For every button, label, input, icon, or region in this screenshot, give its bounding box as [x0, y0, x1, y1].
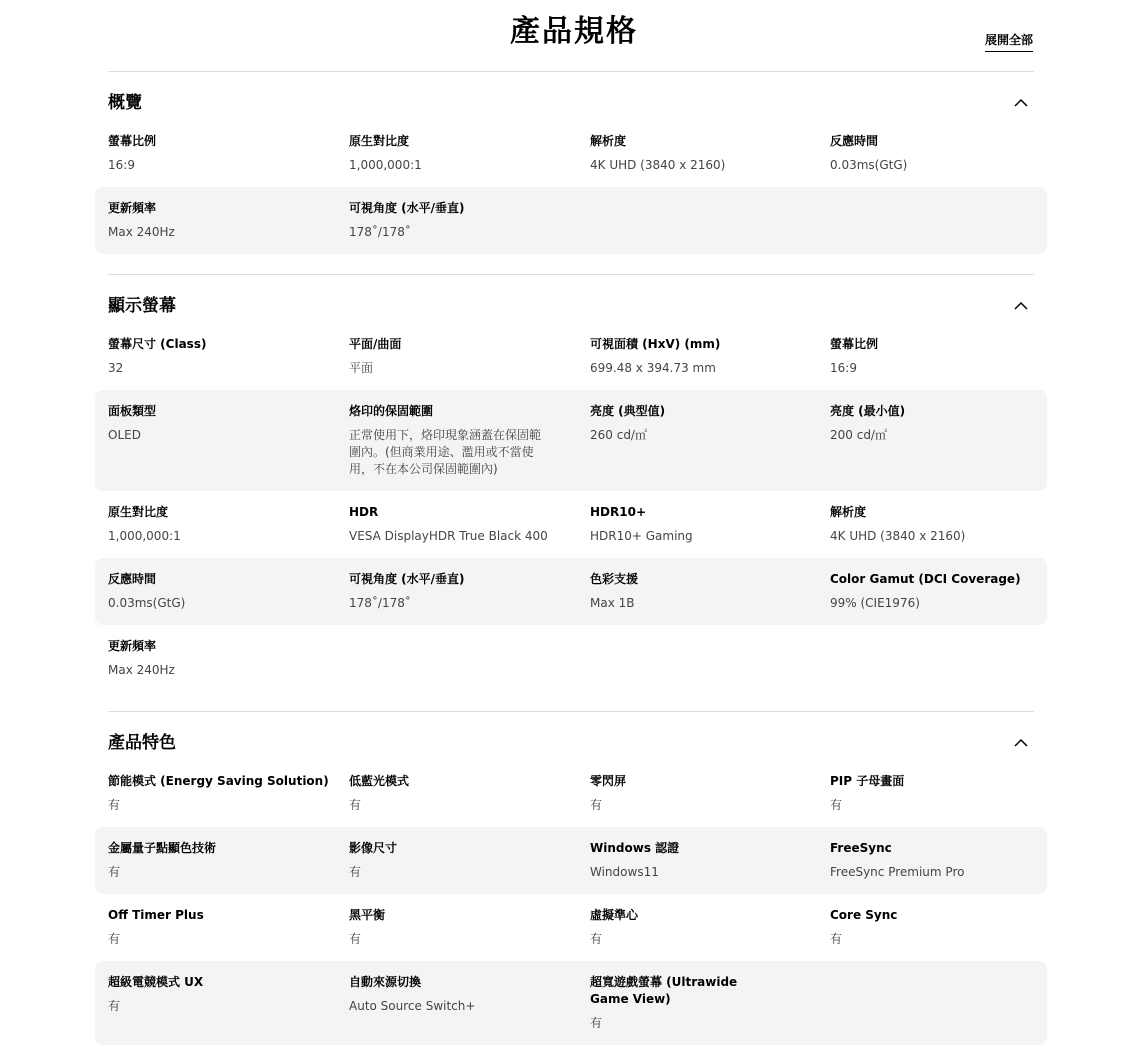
spec-value: 1,000,000:1: [108, 529, 181, 543]
spec-value: Max 240Hz: [108, 225, 175, 239]
spec-value: 16:9: [108, 158, 135, 172]
spec-value: 0.03ms(GtG): [830, 158, 908, 172]
spec-value: 有: [349, 798, 362, 812]
spec-value: VESA DisplayHDR True Black 400: [349, 529, 548, 543]
spec-label: HDR10+: [590, 505, 646, 519]
spec-value: 平面: [349, 361, 374, 375]
spec-value: 99% (CIE1976): [830, 596, 920, 610]
spec-label: 原生對比度: [349, 134, 410, 148]
spec-item: [108, 403, 323, 444]
spec-label: 金屬量子點顯色技術: [108, 841, 217, 855]
spec-row: [95, 390, 1047, 491]
spec-label: 解析度: [830, 505, 867, 519]
spec-label: 節能模式 (Energy Saving Solution): [108, 774, 329, 788]
spec-item: [349, 200, 564, 241]
spec-label: 色彩支援: [590, 572, 639, 586]
spec-item: [349, 403, 549, 478]
spec-label: 超級電競模式 UX: [108, 975, 204, 989]
spec-item: [590, 840, 805, 881]
spec-label: FreeSync: [830, 841, 892, 855]
spec-value: 有: [830, 932, 843, 946]
spec-item: [830, 133, 1045, 174]
spec-row: [95, 323, 1047, 390]
spec-item: [349, 907, 564, 948]
spec-label: Core Sync: [830, 908, 898, 922]
spec-value: 178˚/178˚: [349, 596, 411, 610]
expand-all-link[interactable]: 展開全部: [985, 31, 1033, 52]
spec-item: [108, 571, 323, 612]
spec-value: 32: [108, 361, 124, 375]
spec-value: 4K UHD (3840 x 2160): [830, 529, 966, 543]
spec-label: 自動來源切換: [349, 975, 422, 989]
spec-item: [590, 571, 805, 612]
spec-value: 699.48 x 394.73 mm: [590, 361, 716, 375]
spec-label: PIP 子母畫面: [830, 774, 905, 788]
spec-label: 亮度 (最小值): [830, 404, 906, 418]
spec-label: 烙印的保固範圍: [349, 404, 434, 418]
spec-item: [108, 638, 323, 679]
chevron-up-icon[interactable]: [1013, 95, 1029, 111]
section-features: [95, 711, 1047, 1051]
spec-value: FreeSync Premium Pro: [830, 865, 965, 879]
spec-value: 有: [108, 932, 121, 946]
spec-value: 260 cd/㎡: [590, 428, 647, 442]
spec-label: 超寬遊戲螢幕 (Ultrawide Game View): [590, 975, 738, 1006]
spec-label: HDR: [349, 505, 379, 519]
section-header[interactable]: [108, 91, 1034, 115]
section-divider: [108, 711, 1034, 712]
section-header[interactable]: [108, 731, 1034, 755]
chevron-up-icon[interactable]: [1013, 735, 1029, 751]
spec-label: 螢幕尺寸 (Class): [108, 337, 207, 351]
spec-item: [349, 336, 564, 377]
section-divider: [108, 71, 1034, 72]
spec-row: [95, 558, 1047, 625]
spec-label: Windows 認證: [590, 841, 680, 855]
spec-item: [108, 907, 323, 948]
spec-item: [830, 403, 1045, 444]
spec-label: 可視角度 (水平/垂直): [349, 201, 465, 215]
page-title: 產品規格: [510, 14, 638, 49]
spec-label: Off Timer Plus: [108, 908, 204, 922]
spec-item: [590, 974, 775, 1032]
spec-label: 反應時間: [830, 134, 879, 148]
spec-value: 0.03ms(GtG): [108, 596, 186, 610]
spec-item: [108, 840, 323, 881]
spec-label: 反應時間: [108, 572, 157, 586]
spec-value: 有: [108, 865, 121, 879]
spec-value: OLED: [108, 428, 141, 442]
spec-value: 有: [349, 932, 362, 946]
spec-label: 黑平衡: [349, 908, 386, 922]
spec-value: 有: [590, 1016, 603, 1030]
chevron-up-icon[interactable]: [1013, 298, 1029, 314]
section-display: [95, 274, 1047, 694]
spec-label: 平面/曲面: [349, 337, 402, 351]
spec-label: 原生對比度: [108, 505, 169, 519]
spec-item: [590, 133, 805, 174]
section-title: 產品特色: [108, 733, 176, 753]
spec-item: [830, 571, 1045, 612]
spec-value: 1,000,000:1: [349, 158, 422, 172]
spec-label: 解析度: [590, 134, 627, 148]
spec-label: 更新頻率: [108, 201, 157, 215]
section-title: 顯示螢幕: [108, 296, 176, 316]
spec-value: 正常使用下，烙印現象涵蓋在保固範圍內。(但商業用途、濫用或不當使用，不在本公司保固範圍內): [349, 428, 542, 476]
spec-item: [349, 773, 564, 814]
spec-value: Windows11: [590, 865, 659, 879]
spec-item: [590, 907, 805, 948]
spec-item: [349, 571, 564, 612]
spec-row: [95, 894, 1047, 961]
spec-label: 更新頻率: [108, 639, 157, 653]
spec-item: [108, 336, 323, 377]
spec-item: [349, 974, 564, 1015]
spec-label: 亮度 (典型值): [590, 404, 666, 418]
spec-item: [108, 504, 323, 545]
spec-value: 有: [349, 865, 362, 879]
spec-value: 4K UHD (3840 x 2160): [590, 158, 726, 172]
spec-value: Max 240Hz: [108, 663, 175, 677]
spec-value: 有: [590, 798, 603, 812]
spec-row: [95, 827, 1047, 894]
spec-row: [95, 625, 1047, 692]
spec-item: [830, 840, 1045, 881]
spec-value: 有: [590, 932, 603, 946]
section-divider: [108, 274, 1034, 275]
spec-item: [349, 133, 564, 174]
spec-item: [590, 504, 805, 545]
spec-item: [108, 200, 323, 241]
spec-value: 有: [108, 999, 121, 1013]
spec-item: [590, 403, 805, 444]
spec-value: 有: [830, 798, 843, 812]
spec-item: [108, 974, 323, 1015]
spec-value: Auto Source Switch+: [349, 999, 476, 1013]
spec-item: [349, 840, 564, 881]
spec-row: [95, 187, 1047, 254]
spec-label: 零閃屏: [590, 774, 627, 788]
spec-row: [95, 120, 1047, 187]
spec-item: [830, 907, 1045, 948]
spec-label: 可視面積 (HxV) (mm): [590, 337, 721, 351]
spec-label: 影像尺寸: [349, 841, 398, 855]
spec-value: 200 cd/㎡: [830, 428, 887, 442]
spec-value: HDR10+ Gaming: [590, 529, 693, 543]
spec-row: [95, 491, 1047, 558]
spec-value: Max 1B: [590, 596, 635, 610]
spec-value: 有: [108, 798, 121, 812]
spec-row: [95, 961, 1047, 1045]
spec-value: 178˚/178˚: [349, 225, 411, 239]
spec-label: 可視角度 (水平/垂直): [349, 572, 465, 586]
spec-item: [349, 504, 564, 545]
spec-item: [108, 133, 323, 174]
spec-label: 虛擬準心: [590, 908, 639, 922]
spec-item: [590, 773, 805, 814]
spec-item: [108, 773, 343, 814]
spec-value: 16:9: [830, 361, 857, 375]
section-overview: [95, 71, 1047, 255]
spec-item: [830, 504, 1045, 545]
spec-item: [830, 773, 1045, 814]
spec-label: 螢幕比例: [108, 134, 157, 148]
spec-label: 面板類型: [108, 404, 157, 418]
section-header[interactable]: [108, 294, 1034, 318]
section-title: 概覽: [108, 93, 142, 113]
spec-item: [590, 336, 805, 377]
spec-label: Color Gamut (DCI Coverage): [830, 572, 1021, 586]
spec-label: 螢幕比例: [830, 337, 879, 351]
spec-item: [830, 336, 1045, 377]
spec-label: 低藍光模式: [349, 774, 410, 788]
spec-row: [95, 760, 1047, 827]
